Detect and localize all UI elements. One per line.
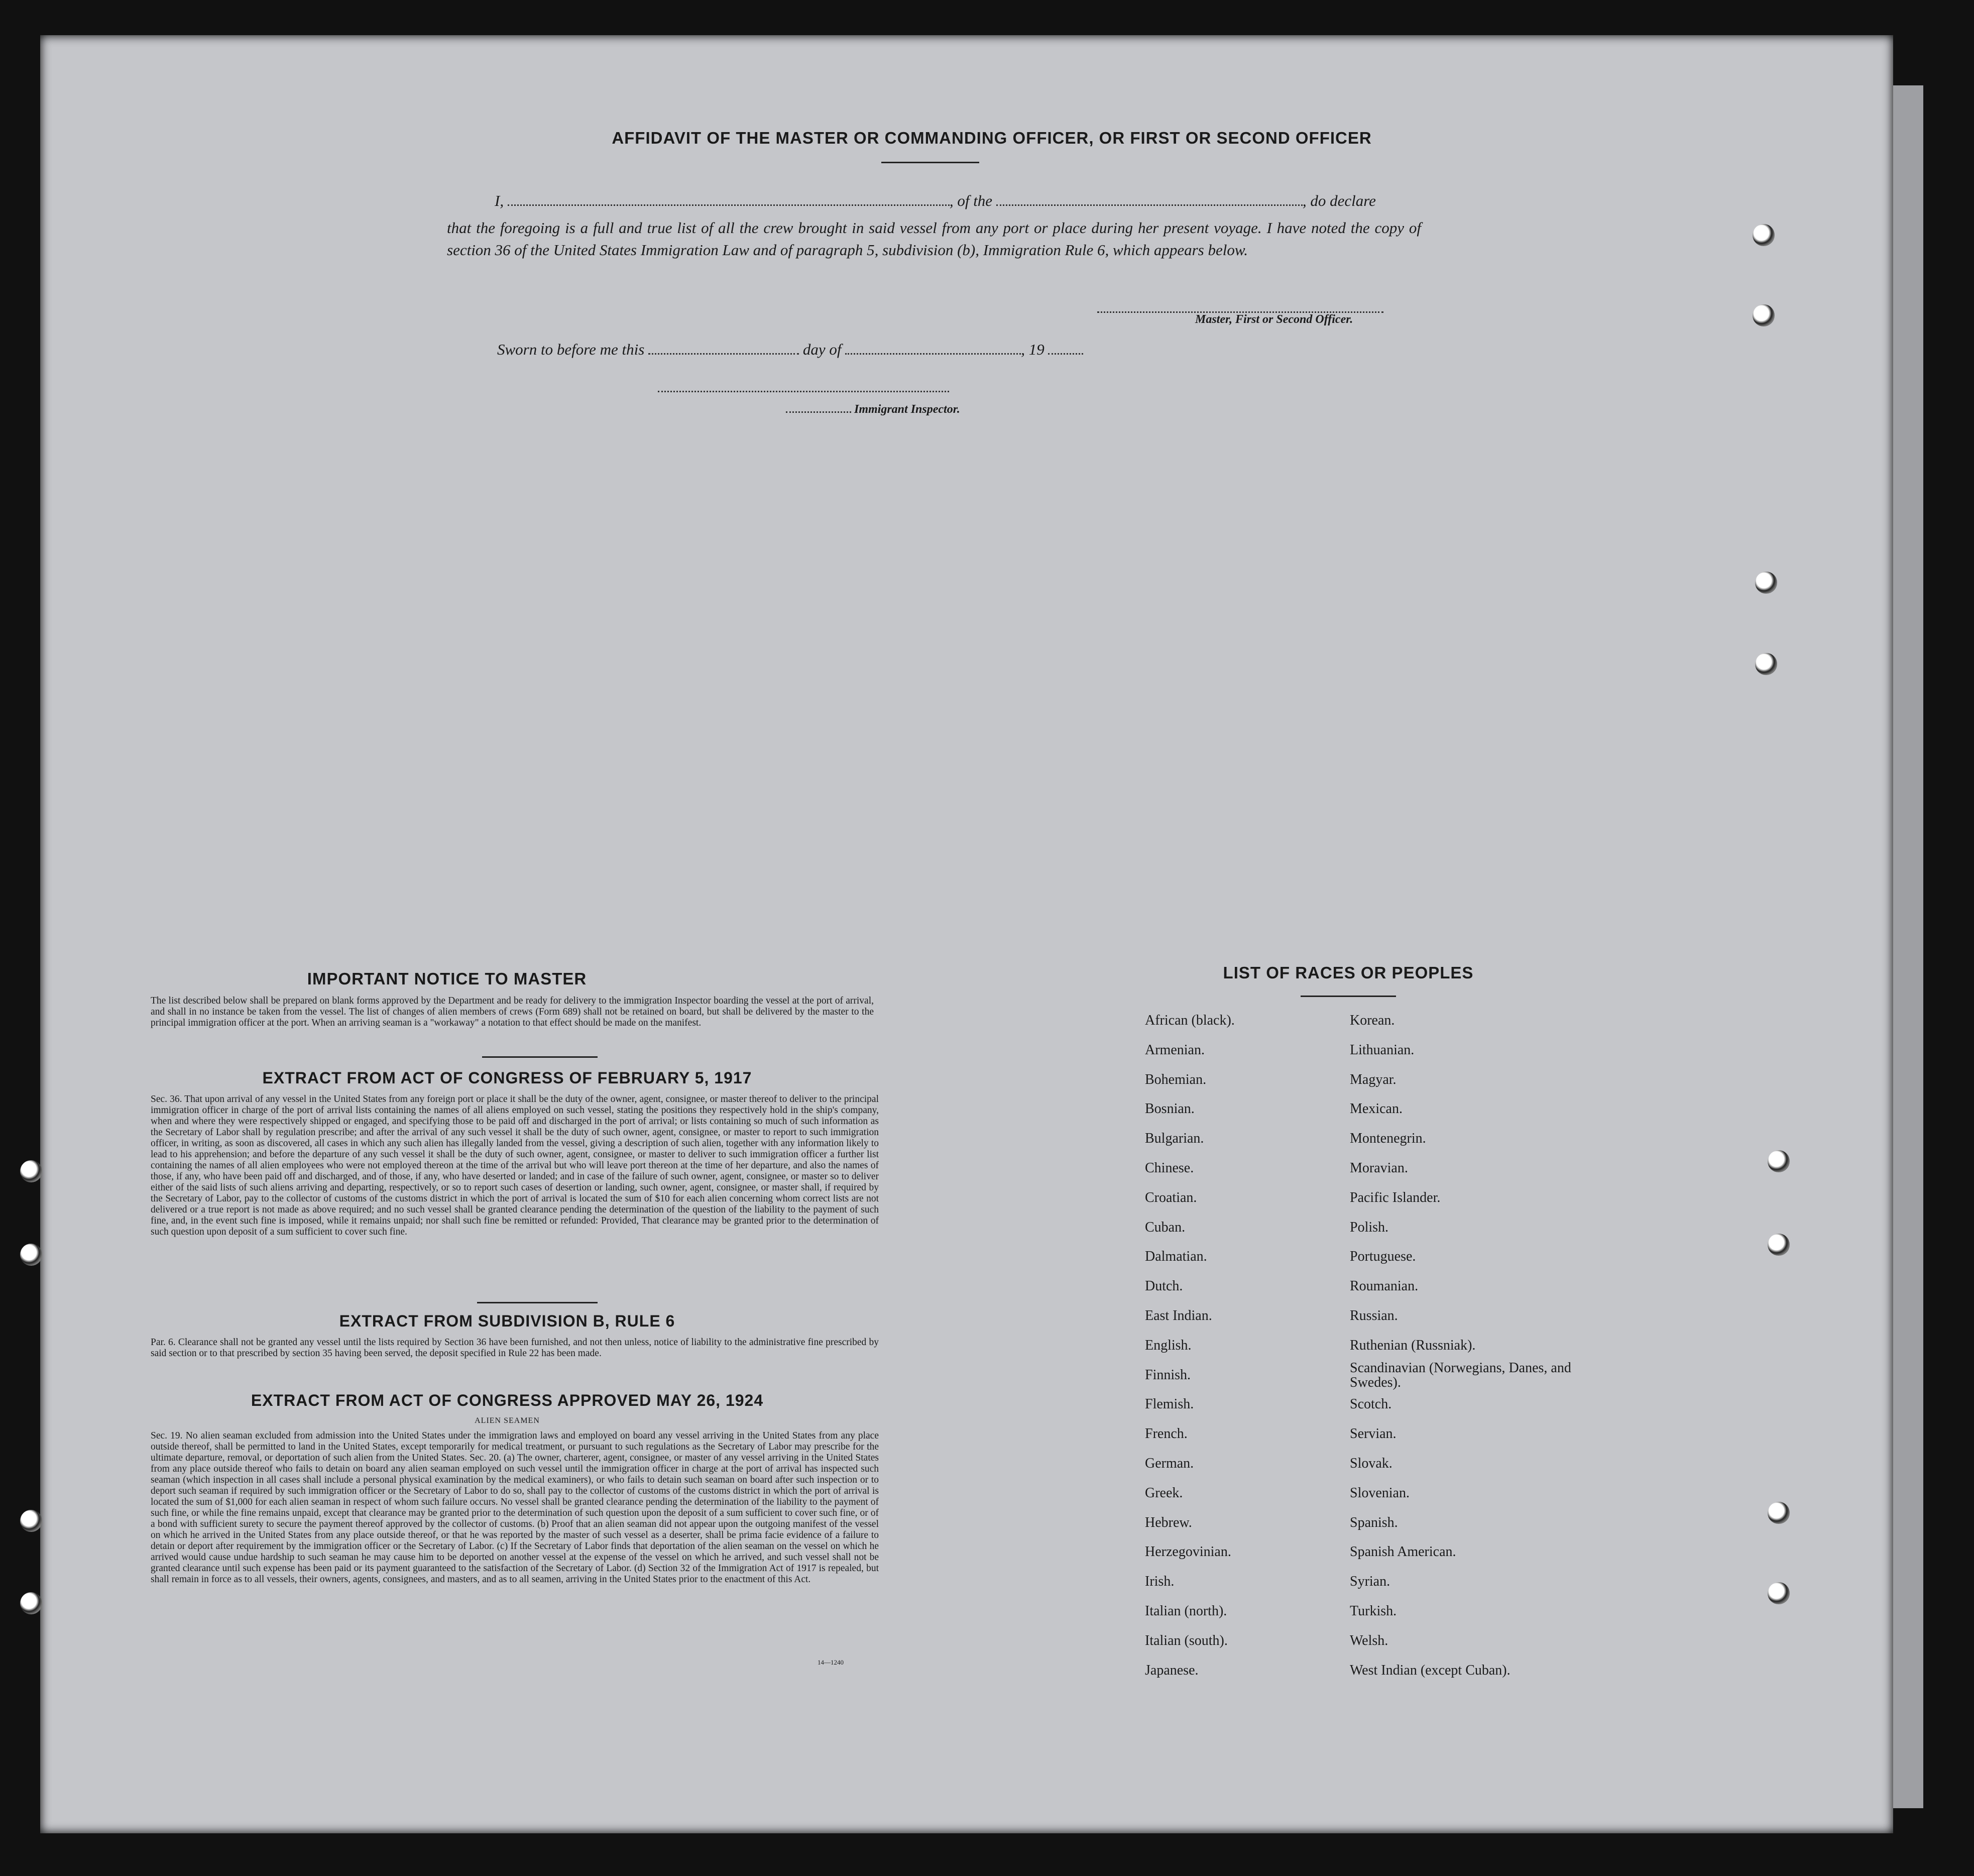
race-item: Italian (south).	[1145, 1632, 1228, 1648]
race-item: Magyar.	[1350, 1071, 1397, 1087]
race-item: Croatian.	[1145, 1189, 1197, 1205]
extract-rule6-text: Par. 6. Clearance shall not be granted any vessel until the lists required by Section 36 have been furnished, and not then unless, notice of liability to the administrative fine prescribed by said section or to that prescribed by section 35 having been served, the deposit specified in Rule 22 has been made.	[151, 1337, 879, 1359]
race-item: Scotch.	[1350, 1396, 1392, 1412]
race-item: African (black).	[1145, 1013, 1235, 1028]
race-item: Herzegovinian.	[1145, 1544, 1231, 1560]
race-item: Slovenian.	[1350, 1485, 1410, 1501]
race-item: Bosnian.	[1145, 1101, 1195, 1117]
race-item: Syrian.	[1350, 1574, 1390, 1590]
master-label: Master, First or Second Officer.	[1195, 313, 1353, 326]
race-item: Armenian.	[1145, 1042, 1205, 1058]
races-list-left	[1145, 1006, 1326, 1685]
form-number: 14—1240	[818, 1659, 844, 1666]
binder-hole	[1755, 572, 1777, 594]
sworn-year-blank[interactable]	[1048, 353, 1083, 355]
race-item: German.	[1145, 1455, 1194, 1471]
race-item: Turkish.	[1350, 1603, 1397, 1619]
binder-hole	[1768, 1150, 1790, 1172]
extract-1924-text: Sec. 19. No alien seaman excluded from admission into the United States under the immigration laws and employed on board any vessel arriving in the United States from any place outside thereof, shall be permitted to land in the United States, except temporarily for medical treatment, or pursuant to such regulations as the Secretary of Labor may prescribe for the ultimate departure, removal, or deportation of such alien from the United States. Sec. 20. (a) The owner, charterer, agent, consignee, or master of any vessel arriving in the United States from any place outside thereof who fails to detain on board any alien seaman employed on such vessel until the immigration officer in charge at the port of arrival has inspected such seaman (which inspection in all cases shall include a personal physical examination by the medical examiners), or who fails to detain such seaman on board after such inspection or to deport such seaman if required by such immigration officer or the Secretary of Labor to do so, shall pay to the collector of customs of the customs district in which the port of arrival is located the sum of $1,000 for each alien seaman in respect of whom such failure occurs. No vessel shall be granted clearance pending the determination of the liability to the payment of such fine, or while the fine remains unpaid, except that clearance may be granted prior to the determination of such question upon the deposit of a sum sufficient to cover such fine, or of a bond with sufficient surety to secure the payment thereof approved by the collector of customs. (b) Proof that an alien seaman did not appear upon the outgoing manifest of the vessel on which he arrived in the United States from any place outside thereof, or that he was reported by the master of such vessel as a deserter, shall be prima facie evidence of a failure to detain or deport after requirement by the immigration officer or the Secretary of Labor. (c) If the Secretary of Labor finds that deportation of the alien seaman on the vessel on which he arrived would cause undue hardship to such seaman he may cause him to be deported on another vessel at the expense of the vessel on which he arrived, and such vessel shall not be granted clearance until such expense has been paid or its payment guaranteed to the satisfaction of the Secretary of Labor. (d) Section 32 of the Immigration Act of 1917 is repealed, but shall remain in force as to all vessels, their owners, agents, consignees, and masters, and as to all seamen, arriving in the United States prior to the enactment of this Act.	[151, 1430, 879, 1585]
race-item: Bulgarian.	[1145, 1131, 1204, 1147]
binder-hole	[20, 1592, 42, 1614]
race-item: French.	[1145, 1426, 1188, 1442]
race-item: Irish.	[1145, 1574, 1175, 1590]
extract-1917-rule	[477, 1302, 598, 1303]
sworn-line	[497, 341, 1083, 359]
inspector-name-blank[interactable]	[786, 411, 851, 413]
inspector-line	[786, 403, 960, 416]
binder-hole	[1753, 304, 1775, 326]
extract-1924-title: EXTRACT FROM ACT OF CONGRESS APPROVED MAY 26, 1924	[251, 1391, 764, 1409]
inspector-label: Immigrant Inspector.	[854, 403, 960, 416]
race-item: Russian.	[1350, 1307, 1398, 1323]
sworn-year-prefix: , 19	[1021, 341, 1044, 358]
race-item: Japanese.	[1145, 1662, 1199, 1678]
race-item: Spanish American.	[1350, 1544, 1456, 1560]
race-item: Cuban.	[1145, 1219, 1186, 1235]
binder-hole	[20, 1160, 42, 1182]
race-item: Servian.	[1350, 1426, 1397, 1442]
race-item: Polish.	[1350, 1219, 1389, 1235]
races-list-right	[1350, 1006, 1611, 1685]
race-item: Scandinavian (Norwegians, Danes, and Swedes).	[1350, 1360, 1571, 1390]
affidavit-title: AFFIDAVIT OF THE MASTER OR COMMANDING OFFICER, OR FIRST OR SECOND OFFICER	[612, 129, 1372, 147]
affidavit-title-rule	[881, 162, 979, 163]
binder-hole	[1753, 224, 1775, 246]
race-item: Welsh.	[1350, 1632, 1388, 1648]
race-item: Finnish.	[1145, 1367, 1191, 1383]
race-item: Dutch.	[1145, 1278, 1183, 1294]
race-item: Korean.	[1350, 1013, 1395, 1028]
sworn-label: Sworn to before me this	[497, 341, 645, 358]
declaration-do-declare: , do declare	[1302, 192, 1376, 209]
race-item: Italian (north).	[1145, 1603, 1227, 1619]
race-item: East Indian.	[1145, 1307, 1212, 1323]
name-blank[interactable]	[508, 204, 950, 206]
binder-hole	[1768, 1234, 1790, 1256]
race-item: Lithuanian.	[1350, 1042, 1415, 1058]
race-item: Roumanian.	[1350, 1278, 1419, 1294]
race-item: Hebrew.	[1145, 1514, 1192, 1530]
extract-1917-text: Sec. 36. That upon arrival of any vessel in the United States from any foreign port or place it shall be the duty of the owner, agent, consignee, or master thereof to deliver to the principal immigration officer in charge of the port of arrival lists containing the names of all aliens employed on such vessel, stating the positions they respectively hold in the ship's company, when and where they were respectively shipped or engaged, and specifying those to be paid off and discharged in the port of arrival; or lists containing so much of such information as the Secretary of Labor shall by regulation prescribe; and after the arrival of any such vessel it shall be the duty of such owner, agent, consignee, or master to report to such immigration officer, in writing, as soon as discovered, all cases in which any such alien has illegally landed from the vessel, giving a description of such alien, together with any information likely to lead to his apprehension; and before the departure of any such vessel it shall be the duty of such owner, agent, consignee, or master to deliver to such immigration officer a further list containing the names of all alien employees who were not employed thereon at the time of the arrival but who will leave port thereon at the time of her departure, and also the names of those, if any, who have been paid off and discharged, and of those, if any, who have deserted or landed; and in case of the failure of such owner, agent, consignee, or master so to deliver either of the said lists of such aliens arriving and departing, respectively, or so to report such cases of desertion or landing, such owner, agent, consignee, or master shall, if required by the Secretary of Labor, pay to the collector of customs of the customs district in which the port of arrival is located the sum of $10 for each alien concerning whom correct lists are not delivered or a true report is not made as above required; and no such vessel shall be granted clearance pending the determination of the question of the liability to the payment of such fine, and, in the event such fine is imposed, while it remains unpaid; nor shall such fine be remitted or refunded: Provided, That clearance may be granted prior to the determination of such question upon deposit of a sum sufficient to cover such fine.	[151, 1094, 879, 1237]
binder-hole	[20, 1244, 42, 1266]
race-item: English.	[1145, 1337, 1192, 1353]
race-item: Dalmatian.	[1145, 1249, 1207, 1265]
notice-rule	[482, 1056, 598, 1058]
extract-1917-title: EXTRACT FROM ACT OF CONGRESS OF FEBRUARY 5, 1917	[262, 1069, 752, 1087]
race-item: Moravian.	[1350, 1160, 1408, 1176]
race-item: Montenegrin.	[1350, 1131, 1426, 1147]
declaration-text: that the foregoing is a full and true list of all the crew brought in said vessel from any port or place during her present voyage. I have noted the copy of section 36 of the United States Immigration Law and of paragraph 5, subdivision (b), Immigration Rule 6, which appears below.	[447, 219, 1421, 259]
declaration-of-the: , of the	[949, 192, 993, 209]
sworn-day-blank[interactable]	[648, 353, 799, 355]
race-item: Spanish.	[1350, 1514, 1398, 1530]
binder-hole	[1768, 1502, 1790, 1524]
binder-hole	[1768, 1582, 1790, 1604]
notice-text: The list described below shall be prepared on blank forms approved by the Department and be ready for delivery to the immigration Inspector boarding the vessel at the port of arrival, and shall in no instance be taken from the vessel. The list of changes of alien members of crews (Form 689) shall not be retained on board, but shall be delivered by the master to the principal immigration officer at the port. When an arriving seaman is a "workaway" a notation to that effect should be made on the manifest.	[151, 996, 874, 1028]
race-item: Ruthenian (Russniak).	[1350, 1337, 1476, 1353]
race-item: Mexican.	[1350, 1101, 1403, 1117]
binder-hole	[1755, 653, 1777, 675]
binder-hole	[20, 1510, 42, 1532]
alien-seamen-subtitle: ALIEN SEAMEN	[475, 1416, 540, 1425]
sworn-month-blank[interactable]	[845, 353, 1021, 355]
race-item: Bohemian.	[1145, 1071, 1207, 1087]
races-title: LIST OF RACES OR PEOPLES	[1223, 963, 1474, 982]
race-item: West Indian (except Cuban).	[1350, 1662, 1511, 1678]
sworn-day-of: day of	[802, 341, 842, 358]
race-item: Portuguese.	[1350, 1249, 1416, 1265]
race-item: Pacific Islander.	[1350, 1189, 1441, 1205]
races-title-rule	[1301, 996, 1396, 997]
extract-rule6-title: EXTRACT FROM SUBDIVISION B, RULE 6	[339, 1312, 675, 1330]
vessel-blank[interactable]	[996, 204, 1303, 206]
declaration-line	[495, 192, 1424, 210]
race-item: Slovak.	[1350, 1455, 1392, 1471]
race-item: Greek.	[1145, 1485, 1183, 1501]
inspector-signature-blank[interactable]	[658, 391, 949, 392]
race-item: Chinese.	[1145, 1160, 1194, 1176]
notice-title: IMPORTANT NOTICE TO MASTER	[307, 969, 587, 988]
race-item: Flemish.	[1145, 1396, 1194, 1412]
declaration-i: I,	[495, 192, 504, 209]
